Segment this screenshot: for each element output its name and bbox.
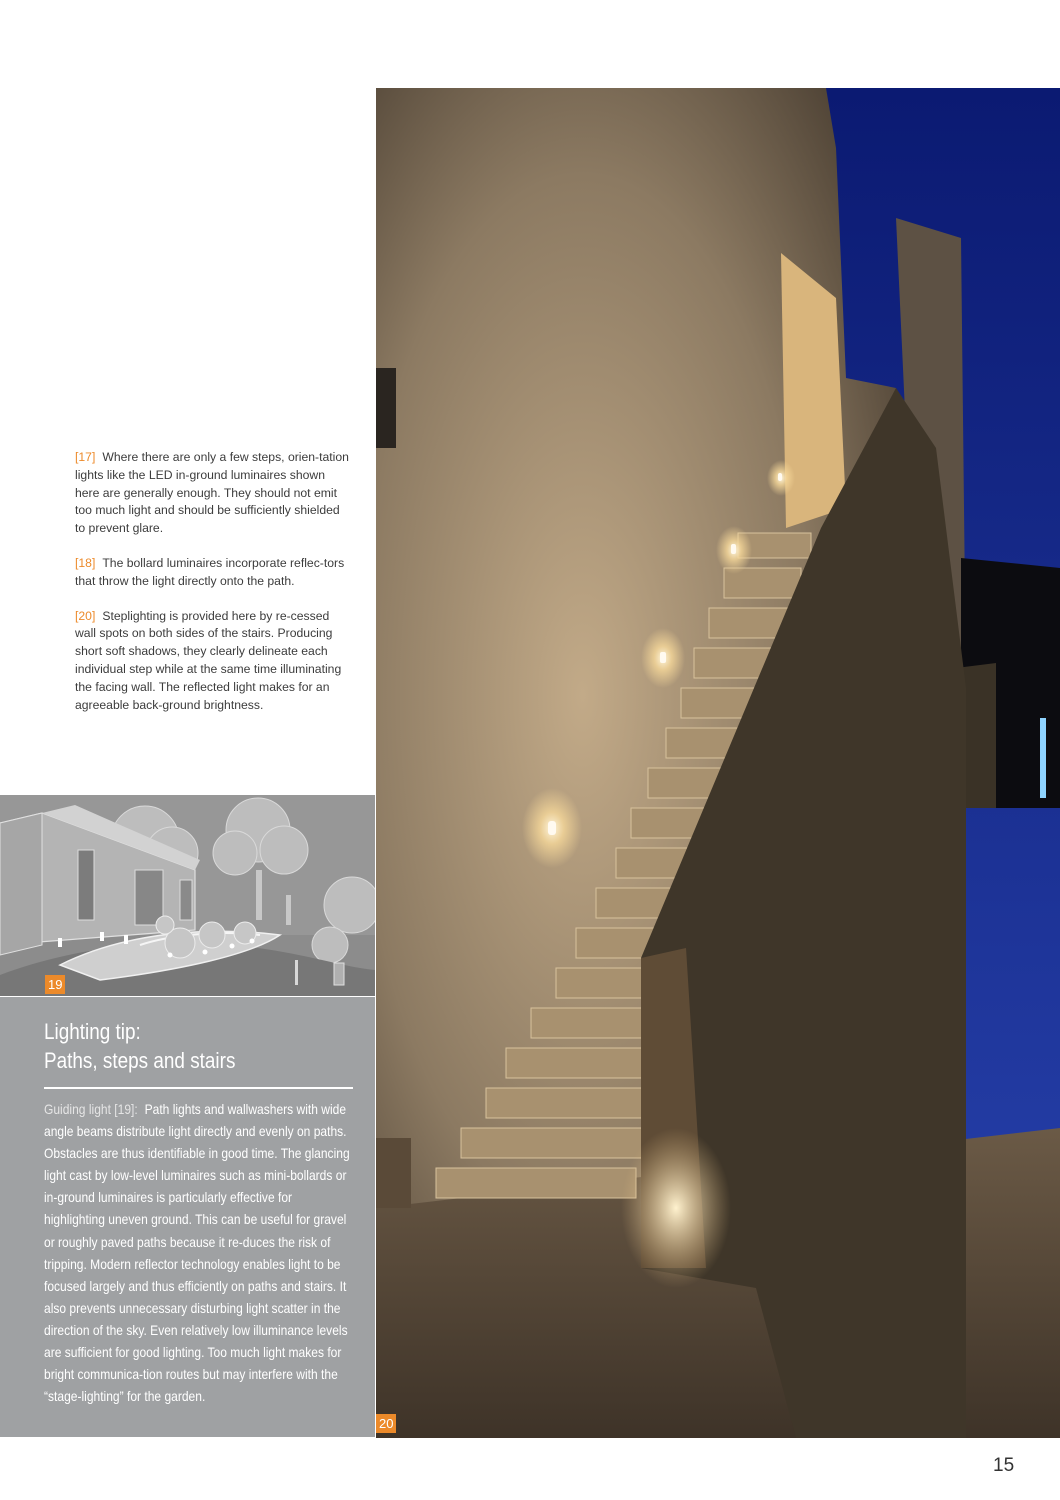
tip-label: Guiding light [19]: [44, 1101, 138, 1117]
caption-ref: [20] [75, 608, 96, 623]
garden-illustration [0, 795, 375, 996]
figure-19-label: 19 [45, 975, 65, 994]
caption-column [75, 449, 350, 731]
figure-20-label: 20 [376, 1414, 396, 1433]
caption-18 [75, 555, 350, 591]
tip-body [44, 1098, 350, 1407]
caption-17 [75, 449, 350, 538]
caption-20 [75, 608, 350, 715]
tip-title [44, 1017, 235, 1075]
tip-title-line2: Paths, steps and stairs [44, 1048, 236, 1073]
caption-text: Where there are only a few steps, orien-tation lights like the LED in-ground luminaires shown here are generally enough. They should not emit too much light and should be sufficiently shielded to prevent glare. [75, 450, 349, 536]
tip-body-text: Path lights and wallwashers with wide angle beams distribute light directly and evenly on paths. Obstacles are thus identifiable in good time. The glancing light cast by low-level luminaires such as mini-bollards or in-ground luminaires is particularly effective for highlighting uneven ground. This can be useful for gravel or roughly paved paths because it re-duces the risk of tripping. Modern reflector technology enables light to be focused largely and thus efficiently on paths and stairs. It also prevents unnecessary disturbing light scatter in the direction of the sky. Even relatively low illuminance levels are sufficient for good lighting. Too much light makes for bright communica-tion routes but may interfere with the “stage-lighting” for the garden. [44, 1101, 350, 1405]
caption-text: The bollard luminaires incorporate reflec-tors that throw the light directly onto the path. [75, 555, 345, 588]
caption-ref: [18] [75, 555, 96, 570]
page-number: 15 [993, 1455, 1015, 1476]
tip-divider [44, 1087, 353, 1089]
staircase-photo-drawing [376, 88, 1060, 1438]
tip-title-line1: Lighting tip: [44, 1019, 141, 1044]
caption-text: Steplighting is provided here by re-cessed wall spots on both sides of the stairs. Producing short soft shadows, they clearly delineate each individual step while at the same time illuminating the facing wall. The reflected light makes for an agreeable back-ground brightness. [75, 608, 342, 712]
staircase-photo [376, 88, 1060, 1438]
caption-ref: [17] [75, 450, 96, 464]
lighting-tip-box [0, 997, 375, 1437]
garden-illustration-drawing [0, 795, 375, 996]
